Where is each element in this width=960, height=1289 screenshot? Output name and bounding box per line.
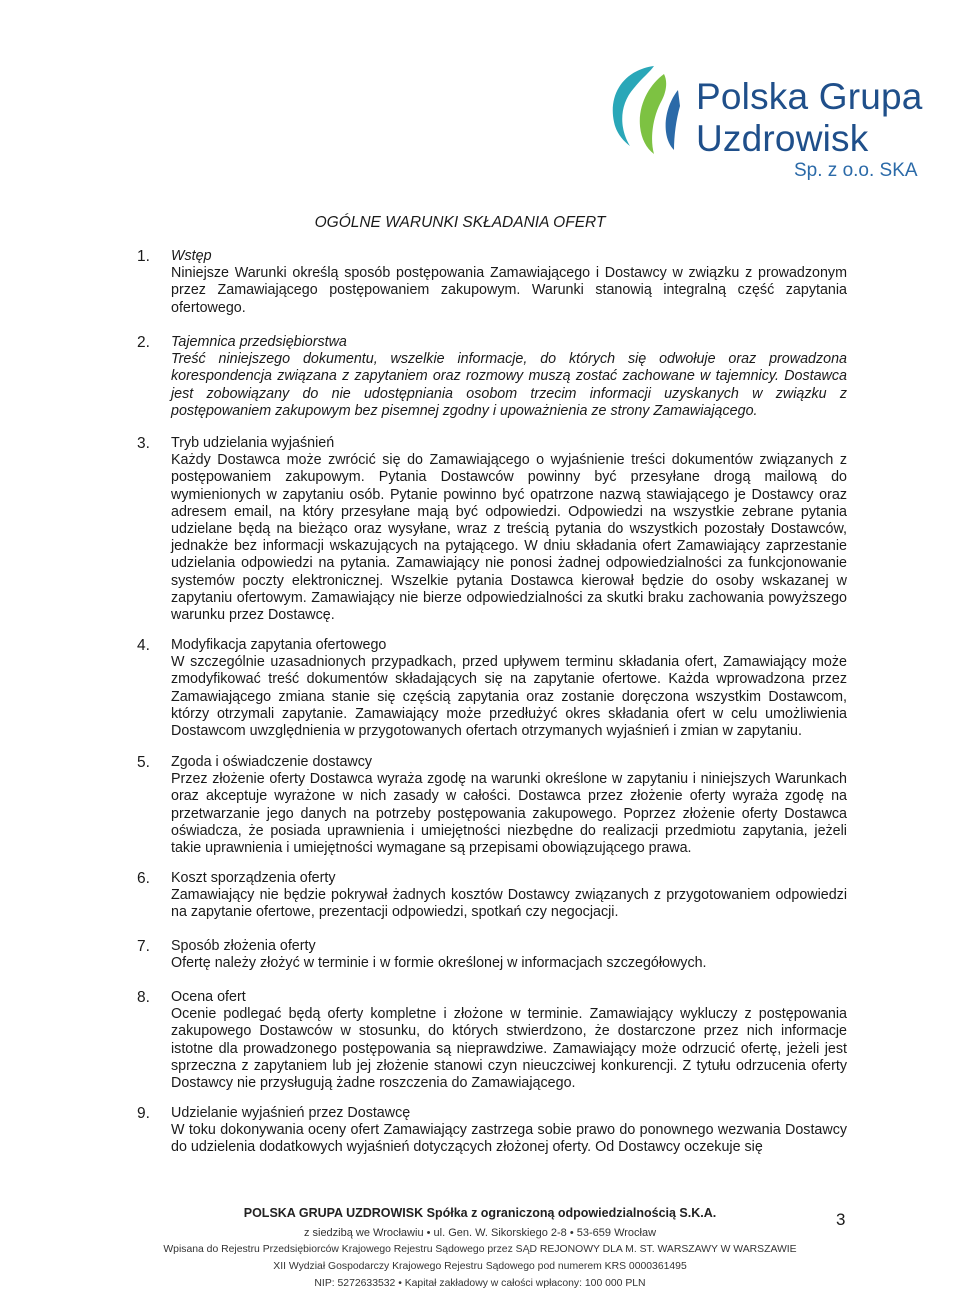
section-heading: Tryb udzielania wyjaśnień: [171, 435, 335, 451]
footer-nip-capital: NIP: 5272633532 • Kapitał zakładowy w całości wpłacony: 100 000 PLN: [314, 1278, 646, 1289]
section-number: 5.: [137, 754, 150, 771]
section-number: 2.: [137, 334, 150, 351]
section-body: Niniejsze Warunki określą sposób postępowania Zamawiającego i Dostawcy w związku z prowadzonym przez Zamawiającego postępowaniem zakupowym. Warunki stanowią integralną część zapytania ofertowego.: [171, 265, 847, 316]
section-heading: Udzielanie wyjaśnień przez Dostawcę: [171, 1105, 411, 1121]
logo-line-1: Polska Grupa: [696, 76, 923, 117]
section-body: Przez złożenie oferty Dostawca wyraża zgodę na warunki określone w zapytaniu i niniejszych Warunkach oraz akceptuje wyrażone w nich zasady w całości. Dostawca przez złożenie oferty wyraża zgodę na przetwarzanie jego danych na potrzeby postępowania zakupowego. Poprzez złożenie oferty Dostawca oświadcza, że posiada uprawnienia i umiejętności niezbędne do realizacji przedmiotu zapytania, jeżeli takie uprawnienia i umiejętności wymagane są przepisami obowiązującego prawa.: [171, 771, 847, 856]
section-body: W szczególnie uzasadnionych przypadkach, przed upływem terminu składania ofert, Zamawiający może zmodyfikować treść dokumentów składających się na zapytanie ofertowe. Każda wprowadzona przez Zamawiającego zmiana stanie się częścią zapytania oraz zostanie doręczona wszystkim Dostawcom, którzy otrzymali zapytanie. Zamawiający może przedłużyć okres składania ofert w celu umożliwienia Dostawcom uwzględnienia w przygotowanych ofertach otrzymanych wyjaśnień i zmian w zapytaniu.: [171, 654, 847, 739]
section-number: 9.: [137, 1105, 150, 1122]
section-body: Treść niniejszego dokumentu, wszelkie informacje, do których się odwołuje oraz prowadzona korespondencja związana z zapytaniem oraz rozmowy muszą zostać zachowane w tajemnicy. Dostawca jest zobowiązany do nie udostępniania osobom trzecim informacji uzyskanych w związku z postępowaniem zakupowym bez pisemnej zgodny i upoważnienia ze strony Zamawiającego.: [171, 351, 847, 419]
logo-line-2: Uzdrowisk: [696, 118, 869, 159]
section-body: Każdy Dostawca może zwrócić się do Zamawiającego o wyjaśnienie treści dokumentów związanych z postępowaniem zakupowym. Pytania Dostawców powinny być przesyłane drogą mailową do wymienionych w zapytaniu osób. Pytanie powinno być opatrzone nazwą stawiającego je Dostawcy oraz adresem email, na który przesyłane mają być odpowiedzi. Odpowiedzi na wszystkie zebrane pytania udzielane będą na bieżąco oraz wysyłane, wraz z treścią pytania do wszystkich pozostały Dostawców, jednakże bez informacji wskazujących na pytającego. W dniu składania ofert Zamawiający zaprzestanie udzielania odpowiedzi na pytania. Zamawiający nie ponosi żadnej odpowiedzialności za funkcjonowanie systemów poczty elektronicznej. Wszelkie pytania Dostawca kierował będzie do osoby wskazanej w zapytaniu ofertowym. Zamawiający nie bierze odpowiedzialności za skutki braku zachowania powyższego warunku przez Dostawcę.: [171, 452, 847, 624]
document-title-text: OGÓLNE WARUNKI SKŁADANIA OFERT: [314, 214, 606, 231]
document-title: [0, 214, 960, 232]
section-number: 6.: [137, 870, 150, 887]
section-body: Zamawiający nie będzie pokrywał żadnych kosztów Dostawcy związanych z przygotowaniem odpowiedzi na zapytanie ofertowe, prezentacji odpowiedzi, spotkań czy negocjacji.: [171, 887, 847, 921]
section-number: 7.: [137, 938, 150, 955]
section-body: Ofertę należy złożyć w terminie i w formie określonej w informacjach szczegółowych.: [171, 955, 707, 972]
logo-line-3: Sp. z o.o. SKA: [794, 160, 918, 181]
footer-address: z siedzibą we Wrocławiu • ul. Gen. W. Sikorskiego 2-8 • 53-659 Wrocław: [303, 1227, 657, 1239]
footer-registry: Wpisana do Rejestru Przedsiębiorców Krajowego Rejestru Sądowego przez SĄD REJONOWY DLA M. ST. WARSZAWY W WARSZAWIE: [163, 1244, 797, 1255]
section-number: 8.: [137, 989, 150, 1006]
section-heading: Zgoda i oświadczenie dostawcy: [171, 754, 373, 770]
section-heading: Modyfikacja zapytania ofertowego: [171, 637, 387, 653]
section-heading: Sposób złożenia oferty: [171, 938, 316, 954]
section-number: 1.: [137, 248, 150, 265]
section-heading: Wstęp: [171, 248, 212, 264]
page-number: 3: [836, 1210, 846, 1229]
section-number: 3.: [137, 435, 150, 452]
company-logo: [594, 38, 924, 188]
brand-swoosh-icon: [594, 60, 680, 160]
section-heading: Ocena ofert: [171, 989, 246, 1005]
section-body: Ocenie podlegać będą oferty kompletne i złożone w terminie. Zamawiający wykluczy z postępowania zakupowego Dostawców w stosunku, do których stwierdzono, że dostarczone przez nich informacje istotne dla prowadzonego postępowania są nieprawdziwe. Zamawiający może odrzucić ofertę, jeżeli jest sprzeczna z zapytaniem lub jej złożenie stanowi czyn nieuczciwej konkurencji. Z tytułu odrzucenia oferty Dostawcy nie przysługują żadne roszczenia do Zamawiającego.: [171, 1006, 847, 1091]
section-number: 4.: [137, 637, 150, 654]
section-body: W toku dokonywania oceny ofert Zamawiający zastrzega sobie prawo do ponownego wezwania Dostawcy do udzielenia dodatkowych wyjaśnień dotyczących złożonej oferty. Od Dostawcy oczekuje się: [171, 1122, 847, 1156]
footer-krs: XII Wydział Gospodarczy Krajowego Rejestru Sądowego pod numerem KRS 0000361495: [273, 1261, 687, 1272]
section-heading: Koszt sporządzenia oferty: [171, 870, 336, 886]
section-heading: Tajemnica przedsiębiorstwa: [171, 334, 347, 350]
footer-company-name: POLSKA GRUPA UZDROWISK Spółka z ograniczoną odpowiedzialnością S.K.A.: [243, 1206, 717, 1220]
